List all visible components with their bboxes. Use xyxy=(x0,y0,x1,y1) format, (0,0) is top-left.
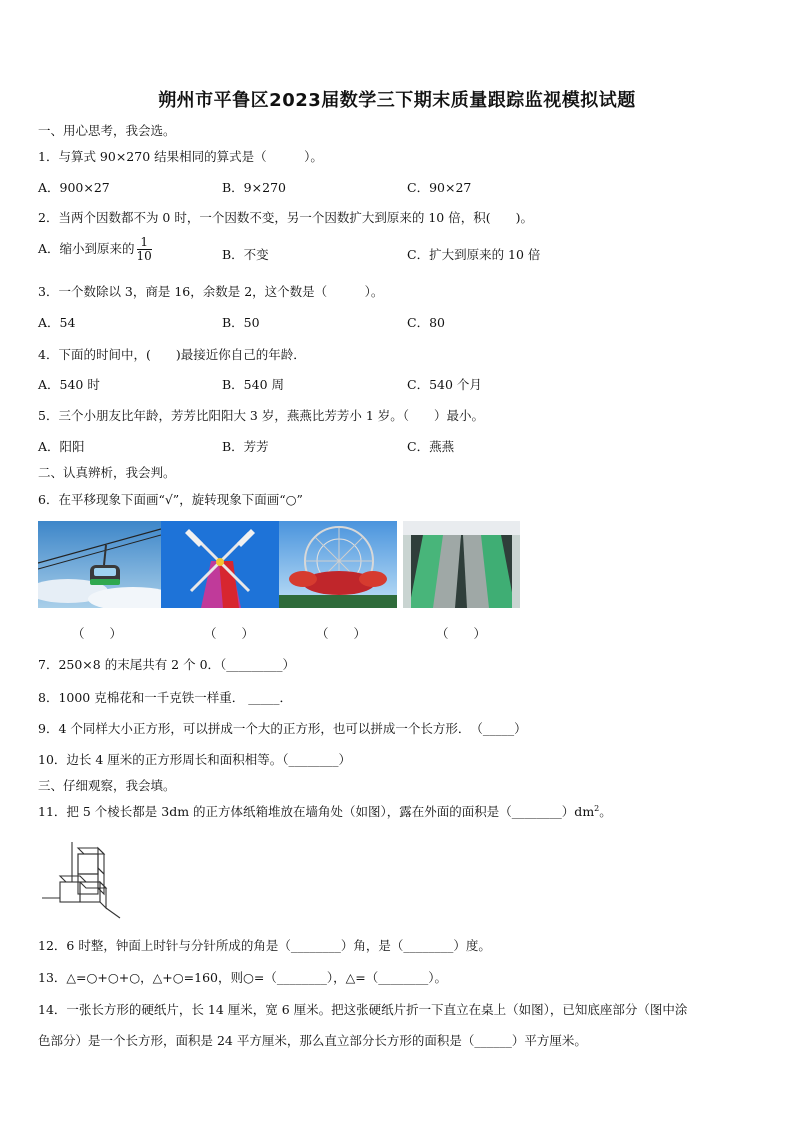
fraction-numerator: 1 xyxy=(137,236,152,250)
q3-option-c: C．80 xyxy=(407,315,445,330)
escalator-image xyxy=(403,521,520,608)
q3-option-a: A．54 xyxy=(38,315,76,330)
cable-car-image xyxy=(38,521,161,608)
section-1-heading: 一、用心思考，我会选。 xyxy=(38,123,176,138)
q6-answer-blank-2[interactable]: （ ） xyxy=(204,626,255,641)
q2-option-a-text: A．缩小到原来的 xyxy=(38,241,135,256)
q4-option-a: A．540 时 xyxy=(38,377,100,392)
q6-answer-blank-3[interactable]: （ ） xyxy=(316,626,367,641)
q5-option-b: B．芳芳 xyxy=(222,439,269,454)
question-10: 10．边长 4 厘米的正方形周长和面积相等。（________） xyxy=(38,752,352,767)
q1-option-b: B．9×270 xyxy=(222,180,286,195)
question-14-line-1: 14．一张长方形的硬纸片，长 14 厘米，宽 6 厘米。把这张硬纸片折一下直立在桌上（如图），已知底座部分（图中涂 xyxy=(38,1002,688,1017)
section-3-heading: 三、仔细观察，我会填。 xyxy=(38,778,176,793)
q2-option-b: B．不变 xyxy=(222,247,269,262)
question-9: 9．4 个同样大小正方形，可以拼成一个大的正方形，也可以拼成一个长方形． （_____） xyxy=(38,721,527,736)
q11-text: 11．把 5 个棱长都是 3dm 的正方体纸箱堆放在墙角处（如图），露在外面的面积是（________）dm xyxy=(38,804,595,819)
q4-option-c: C．540 个月 xyxy=(407,377,482,392)
fraction-denominator: 10 xyxy=(136,249,152,263)
section-2-heading: 二、认真辨析，我会判。 xyxy=(38,465,176,480)
q1-option-c: C．90×27 xyxy=(407,180,472,195)
q4-option-b: B．540 周 xyxy=(222,377,285,392)
question-11 xyxy=(38,802,612,820)
stacked-cubes-figure xyxy=(42,842,122,920)
fraction-one-tenth xyxy=(137,236,152,263)
q2-option-c: C．扩大到原来的 10 倍 xyxy=(407,247,541,262)
q6-answer-blank-4[interactable]: （ ） xyxy=(436,626,487,641)
q1-option-a: A．900×27 xyxy=(38,180,110,195)
page-title: 朔州市平鲁区2023届数学三下期末质量跟踪监视模拟试题 xyxy=(158,90,636,111)
ferris-wheel-image xyxy=(279,521,397,608)
q2-option-a xyxy=(38,236,152,263)
question-13: 13．△=○+○+○，△+○=160，则○=（________），△=（________）。 xyxy=(38,970,447,985)
question-1: 1．与算式 90×270 结果相同的算式是（ ）。 xyxy=(38,149,323,164)
q11-end: 。 xyxy=(599,804,612,819)
windmill-image xyxy=(161,521,279,608)
q6-answer-blank-1[interactable]: （ ） xyxy=(72,626,123,641)
question-14-line-2: 色部分）是一个长方形，面积是 24 平方厘米，那么直立部分长方形的面积是（______）平方厘米。 xyxy=(38,1033,587,1048)
question-4: 4．下面的时间中，( )最接近你自己的年龄． xyxy=(38,347,306,362)
question-7: 7．250×8 的末尾共有 2 个 0．（_________） xyxy=(38,657,296,672)
q11-superscript: 2 xyxy=(594,803,600,813)
question-6: 6．在平移现象下面画“√”，旋转现象下面画“○” xyxy=(38,492,303,507)
question-8: 8．1000 克棉花和一千克铁一样重． _____． xyxy=(38,690,292,705)
question-5: 5．三个小朋友比年龄，芳芳比阳阳大 3 岁，燕燕比芳芳小 1 岁。（ ）最小。 xyxy=(38,408,485,423)
question-12: 12．6 时整，钟面上时针与分针所成的角是（________）角，是（________）度。 xyxy=(38,938,491,953)
q5-option-a: A．阳阳 xyxy=(38,439,85,454)
q5-option-c: C．燕燕 xyxy=(407,439,455,454)
question-2: 2．当两个因数都不为 0 时，一个因数不变，另一个因数扩大到原来的 10 倍，积( )。 xyxy=(38,210,533,225)
question-3: 3．一个数除以 3，商是 16，余数是 2，这个数是（ ）。 xyxy=(38,284,384,299)
q3-option-b: B．50 xyxy=(222,315,260,330)
